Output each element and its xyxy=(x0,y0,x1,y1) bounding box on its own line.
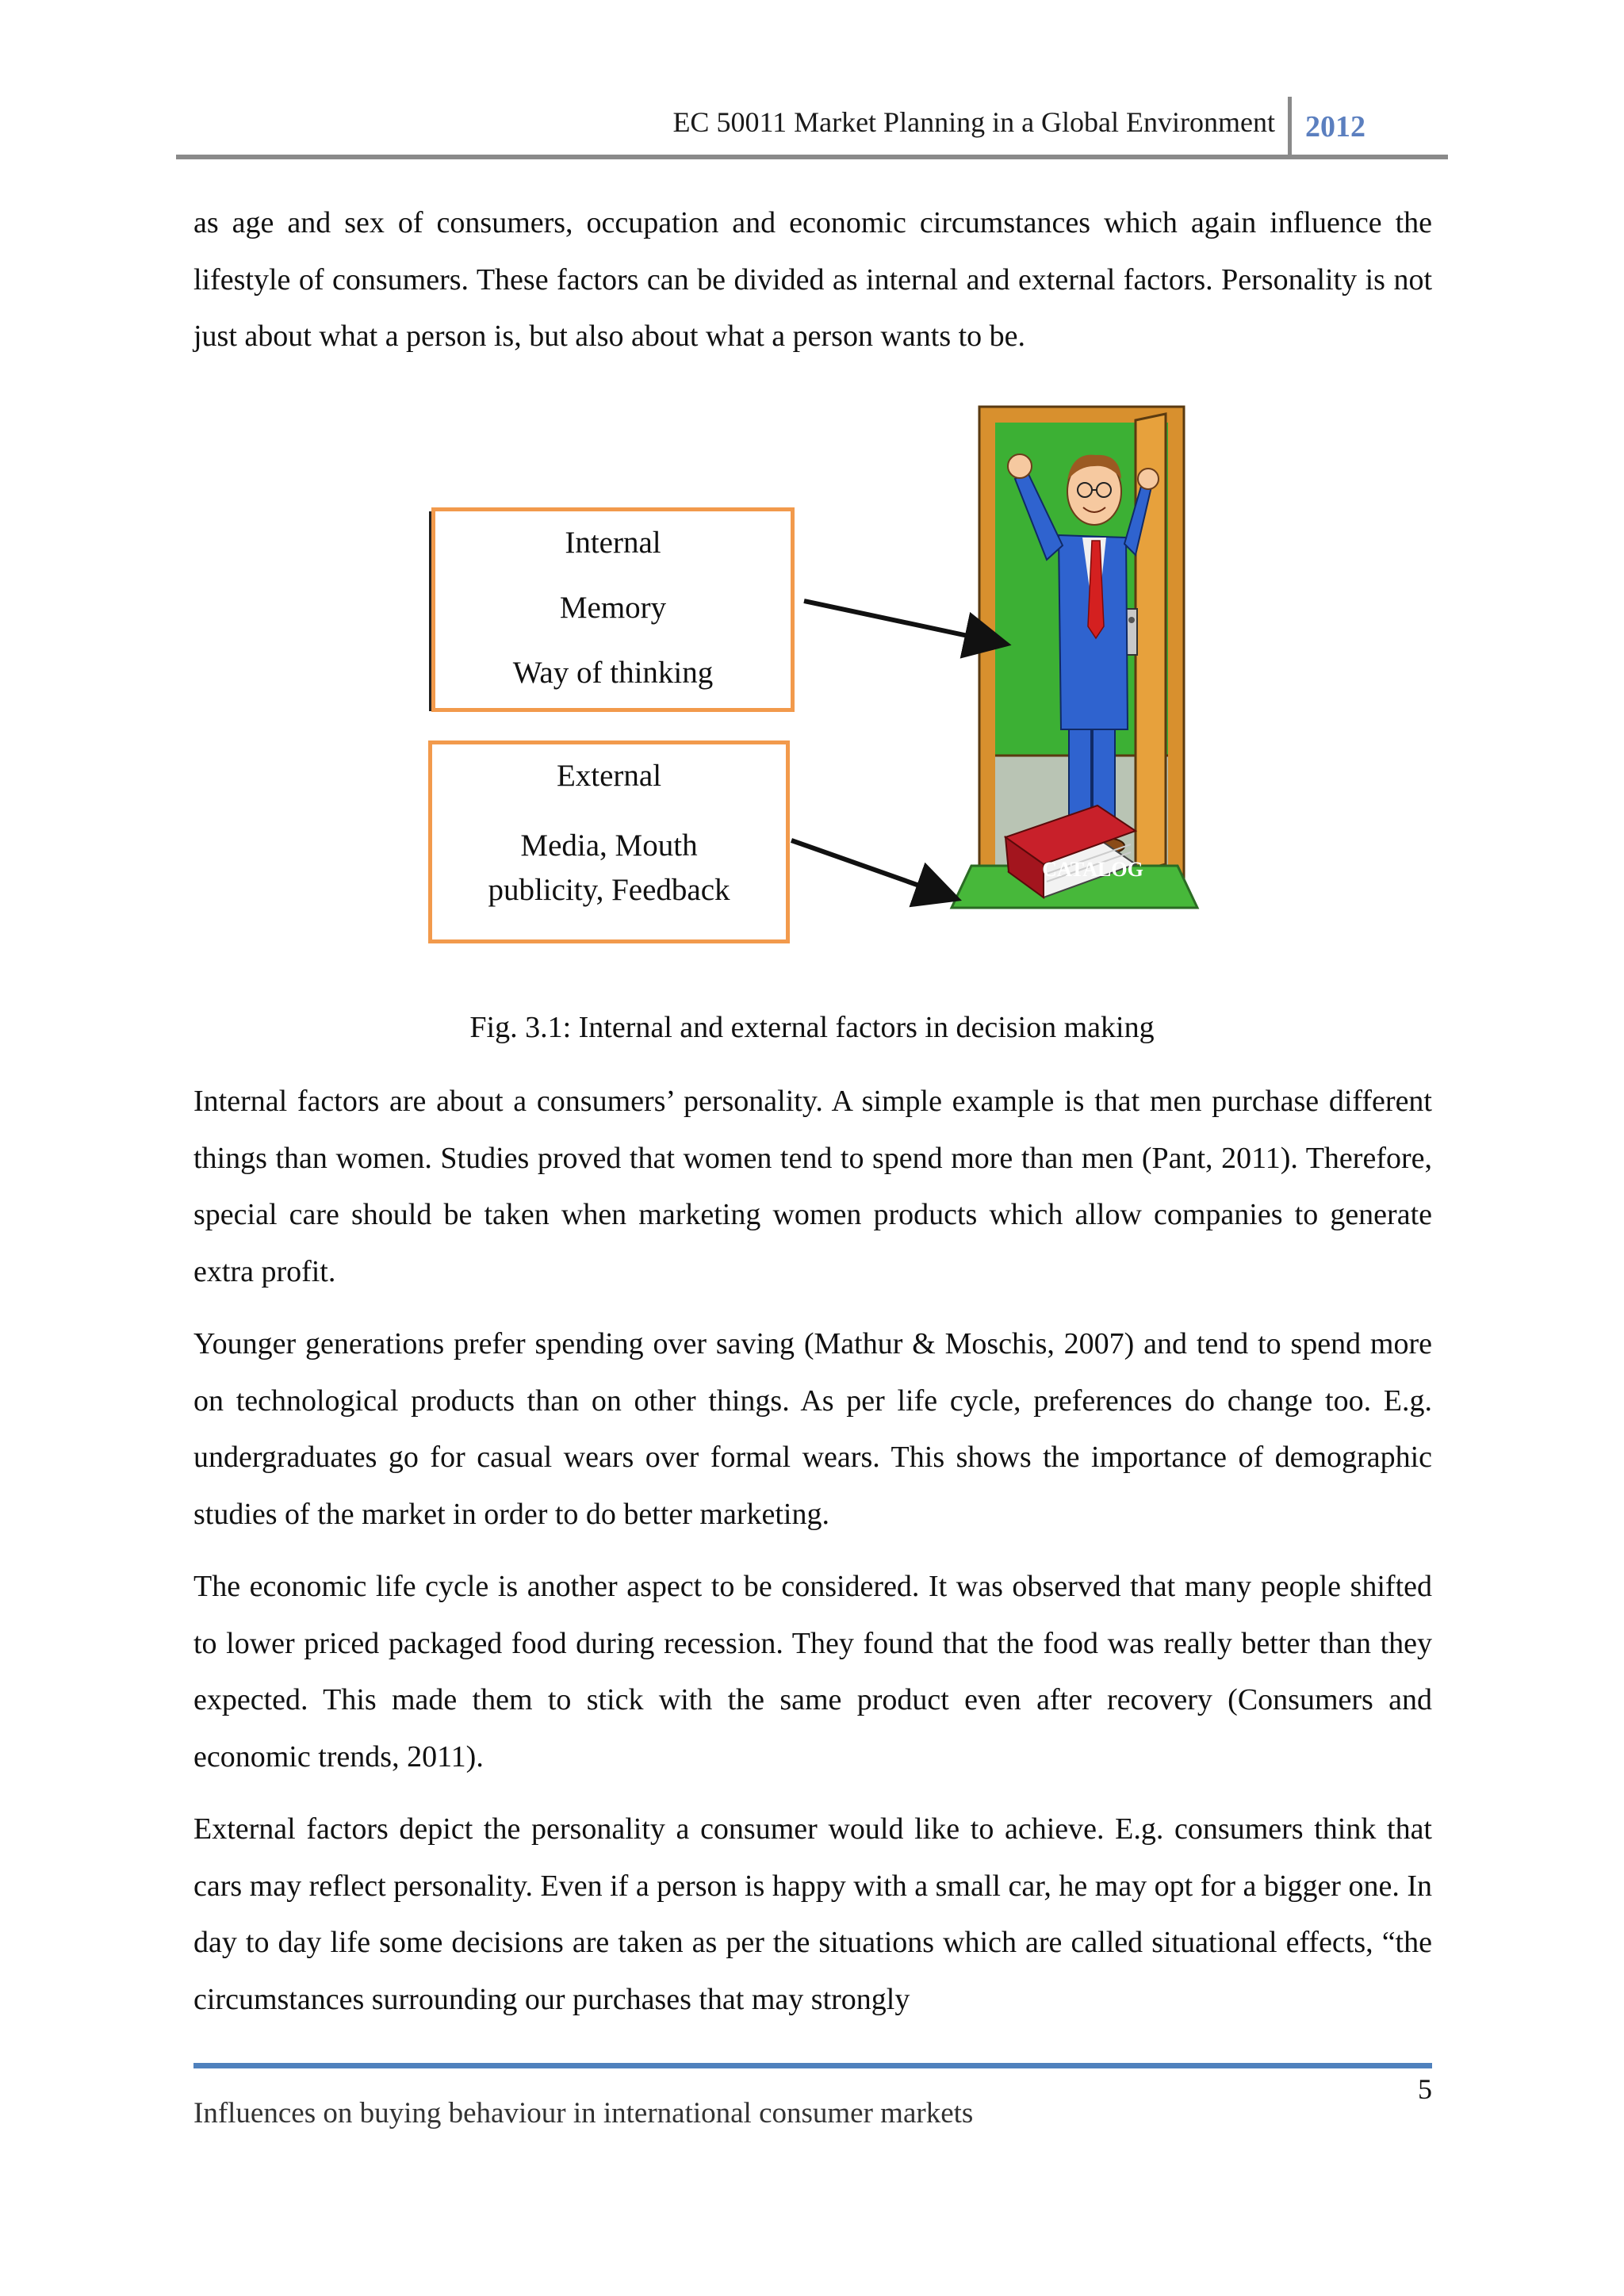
catalog-label: CATALOG xyxy=(1042,858,1143,881)
page-number: 5 xyxy=(1418,2073,1432,2105)
header-rule xyxy=(176,155,1448,159)
internal-box-line-1: Internal xyxy=(565,526,661,560)
external-box-line-1: External xyxy=(556,759,662,793)
footer-rule xyxy=(193,2063,1432,2068)
header-course-title: EC 50011 Market Planning in a Global Environment xyxy=(672,106,1275,138)
paragraph-3: Younger generations prefer spending over saving (Mathur & Moschis, 2007) and tend to spend more on technological products than on other things. As per life cycle, preferences do change too. E.g. undergraduates go for casual wears over formal wears. This shows the importance of demographic studies of the market in order to do better marketing. xyxy=(193,1327,1432,1531)
header-year: 2012 xyxy=(1305,110,1365,144)
external-box-line-3: publicity, Feedback xyxy=(488,873,730,907)
paragraph-1: as age and sex of consumers, occupation and economic circumstances which again influence the lifestyle of consumers. These factors can be divided as internal and external factors. Personality is not just about what a person is, but also about what a person wants to be. xyxy=(193,206,1432,353)
external-factors-box xyxy=(428,740,790,943)
figure-decision-factors xyxy=(412,396,1245,975)
figure-caption: Fig. 3.1: Internal and external factors in decision making xyxy=(469,1011,1155,1044)
internal-box-line-2: Memory xyxy=(559,591,667,625)
arrow-internal xyxy=(804,601,998,642)
external-box-line-2: Media, Mouth xyxy=(520,828,698,863)
internal-box-line-3: Way of thinking xyxy=(512,656,714,690)
internal-factors-box xyxy=(431,507,795,712)
arrow-external xyxy=(791,840,948,896)
header-separator xyxy=(1288,97,1292,159)
paragraph-5: External factors depict the personality a consumer would like to achieve. E.g. consumers think that cars may reflect personality. Even if a person is happy with a small car, he may opt for a bigger one. In day to day life some decisions are taken as per the situations which are called situational effects, “the circumstances surrounding our purchases that may strongly xyxy=(193,1812,1432,2016)
paragraph-4: The economic life cycle is another aspect to be considered. It was observed that many people shifted to lower priced packaged food during recession. They found that the food was really better than they expected. This made them to stick with the same product even after recovery (Consumers and economic trends, 2011). xyxy=(193,1570,1432,1774)
paragraph-2: Internal factors are about a consumers’ personality. A simple example is that men purchase different things than women. Studies proved that women tend to spend more than men (Pant, 2011). Therefore, special care should be taken when marketing women products which allow companies to generate extra profit. xyxy=(193,1085,1432,1288)
footer-running-title: Influences on buying behaviour in international consumer markets xyxy=(193,2097,974,2130)
